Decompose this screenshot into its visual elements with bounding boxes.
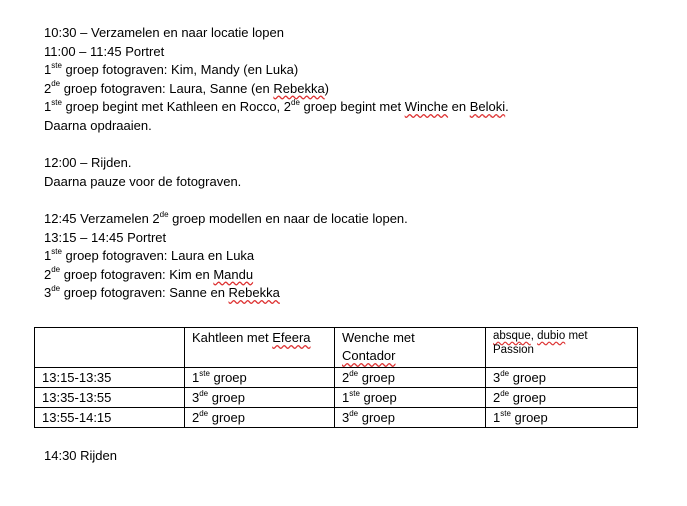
table-row — [35, 388, 638, 408]
line-group2-photographers: 2de groep fotograven: Laura, Sanne (en Rebekka) — [44, 79, 330, 96]
table-cell: 3de groep — [185, 388, 335, 408]
line-verzamelen-2: 12:45 Verzamelen 2de groep modellen en naar de locatie lopen. — [44, 209, 408, 226]
line-rijden: 12:00 – Rijden. — [44, 155, 132, 171]
table-header-cell: Kahtleen met Efeera — [185, 328, 335, 368]
table-header-cell: Wenche met Contador — [335, 328, 486, 368]
line-group2-photographers-2: 2de groep fotograven: Kim en Mandu — [44, 265, 254, 282]
table-cell: 1ste groep — [486, 408, 638, 428]
schedule-text — [44, 24, 509, 303]
table-row — [35, 368, 638, 388]
table-cell: 2de groep — [185, 408, 335, 428]
footer-line: 14:30 Rijden — [44, 448, 117, 463]
line-portret-1: 11:00 – 11:45 Portret — [44, 43, 165, 59]
table-cell: 1ste groep — [335, 388, 486, 408]
line-group-start: 1ste groep begint met Kathleen en Rocco, 2de groep begint met Winche en Beloki. — [44, 98, 509, 115]
table-cell: 3de groep — [486, 368, 638, 388]
table-header-row — [35, 328, 638, 368]
schedule-table — [34, 327, 638, 428]
table-cell: 3de groep — [335, 408, 486, 428]
table-row — [35, 408, 638, 428]
line-portret-2: 13:15 – 14:45 Portret — [44, 229, 167, 245]
table-cell: 2de groep — [335, 368, 486, 388]
line-group1-photographers: 1ste groep fotograven: Kim, Mandy (en Luka) — [44, 60, 299, 78]
line-pauze: Daarna pauze voor de fotograven. — [44, 173, 242, 189]
table-cell: 2de groep — [486, 388, 638, 408]
table-header-cell: absque, dubio met Passion — [486, 328, 638, 368]
line-group3-photographers-2: 3de groep fotograven: Sanne en Rebekka — [44, 283, 280, 301]
line-verzamelen: 10:30 – Verzamelen en naar locatie lopen — [44, 25, 284, 40]
table-cell-time: 13:35-13:55 — [35, 388, 185, 408]
table-cell-time: 13:15-13:35 — [35, 368, 185, 388]
table-cell-time: 13:55-14:15 — [35, 408, 185, 428]
table-header-empty — [35, 328, 185, 368]
line-opdraaien: Daarna opdraaien. — [44, 117, 152, 133]
line-group1-photographers-2: 1ste groep fotograven: Laura en Luka — [44, 246, 255, 264]
table-cell: 1ste groep — [185, 368, 335, 388]
